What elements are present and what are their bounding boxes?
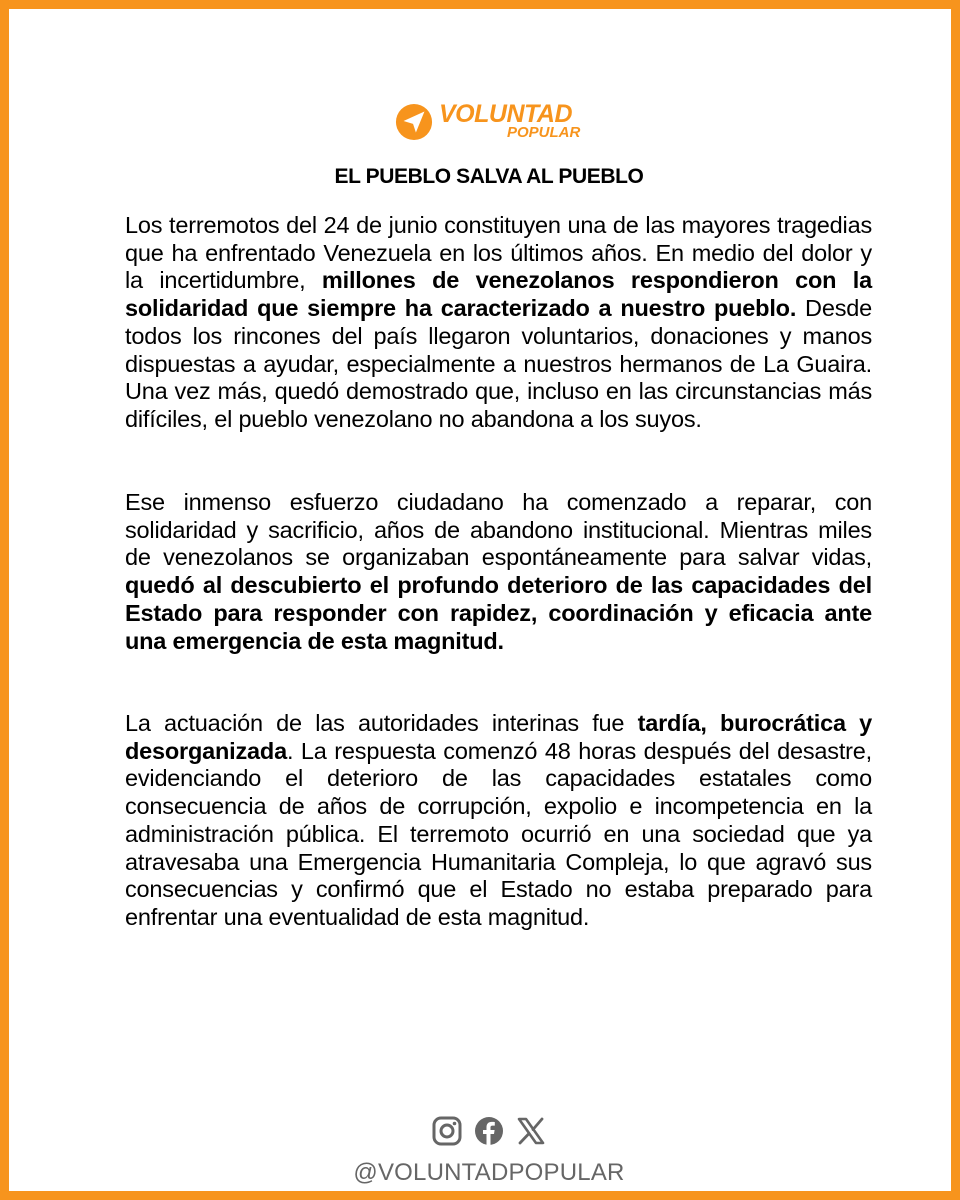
logo-text-popular: POPULAR [507, 124, 581, 141]
paragraph-1-text-b: Desde todos los rincones del país llegaron voluntarios, donaciones y manos dispuestas a ayudar, especialmente a nuestros hermanos de La Guaira. Una vez más, quedó demostrado que, incluso en las circunstancias más difíciles, el pueblo venezolano no abandona a los suyos. [125, 295, 872, 432]
facebook-icon[interactable] [473, 1115, 505, 1147]
paragraph-2 [125, 489, 872, 655]
voluntad-popular-logo [395, 101, 595, 149]
paragraph-3-text-a: La actuación de las autoridades interinas fue [125, 710, 638, 736]
logo-text-voluntad: VOLUNTAD [439, 100, 573, 128]
paragraph-2-bold: quedó al descubierto el profundo deterioro de las capacidades del Estado para responder con rapidez, coordinación y eficacia ante una emergencia de esta magnitud. [125, 572, 872, 654]
paragraph-1-bold: millones de venezolanos respondieron con la solidaridad que siempre ha caracterizado a nuestro pueblo. [125, 267, 872, 322]
page-title: EL PUEBLO SALVA AL PUEBLO [334, 165, 644, 188]
x-icon[interactable] [515, 1115, 547, 1147]
paragraph-3-bold: tardía, burocrática y desorganizada [125, 710, 872, 764]
paragraph-1 [125, 212, 872, 434]
paragraph-2-text-a: Ese inmenso esfuerzo ciudadano ha comenzado a reparar, con solidaridad y sacrificio, años de abandono institucional. Mientras miles de venezolanos se organizaban espontáneamente para salvar vidas, [125, 489, 872, 571]
social-handle[interactable]: @VOLUNTADPOPULAR [353, 1159, 625, 1186]
social-icons [9, 1115, 960, 1149]
paragraph-3-text-b: . La respuesta comenzó 48 horas después del desastre, evidenciando el deterioro de las capacidades estatales como consecuencia de años de corrupción, expolio e incompetencia en la administración pública. El terremoto ocurrió en una sociedad que ya atravesaba una Emergencia Humanitaria Compleja, lo que agravó sus consecuencias y confirmó que el Estado no estaba preparado para enfrentar una eventualidad de esta magnitud. [125, 737, 872, 930]
paragraph-1-text-a: Los terremotos del 24 de junio constituyen una de las mayores tragedias que ha enfrentado Venezuela en los últimos años. En medio del dolor y la incertidumbre, [125, 212, 872, 294]
paragraph-3 [125, 710, 872, 932]
logo-arrow-icon [395, 103, 433, 141]
instagram-icon[interactable] [431, 1115, 463, 1147]
